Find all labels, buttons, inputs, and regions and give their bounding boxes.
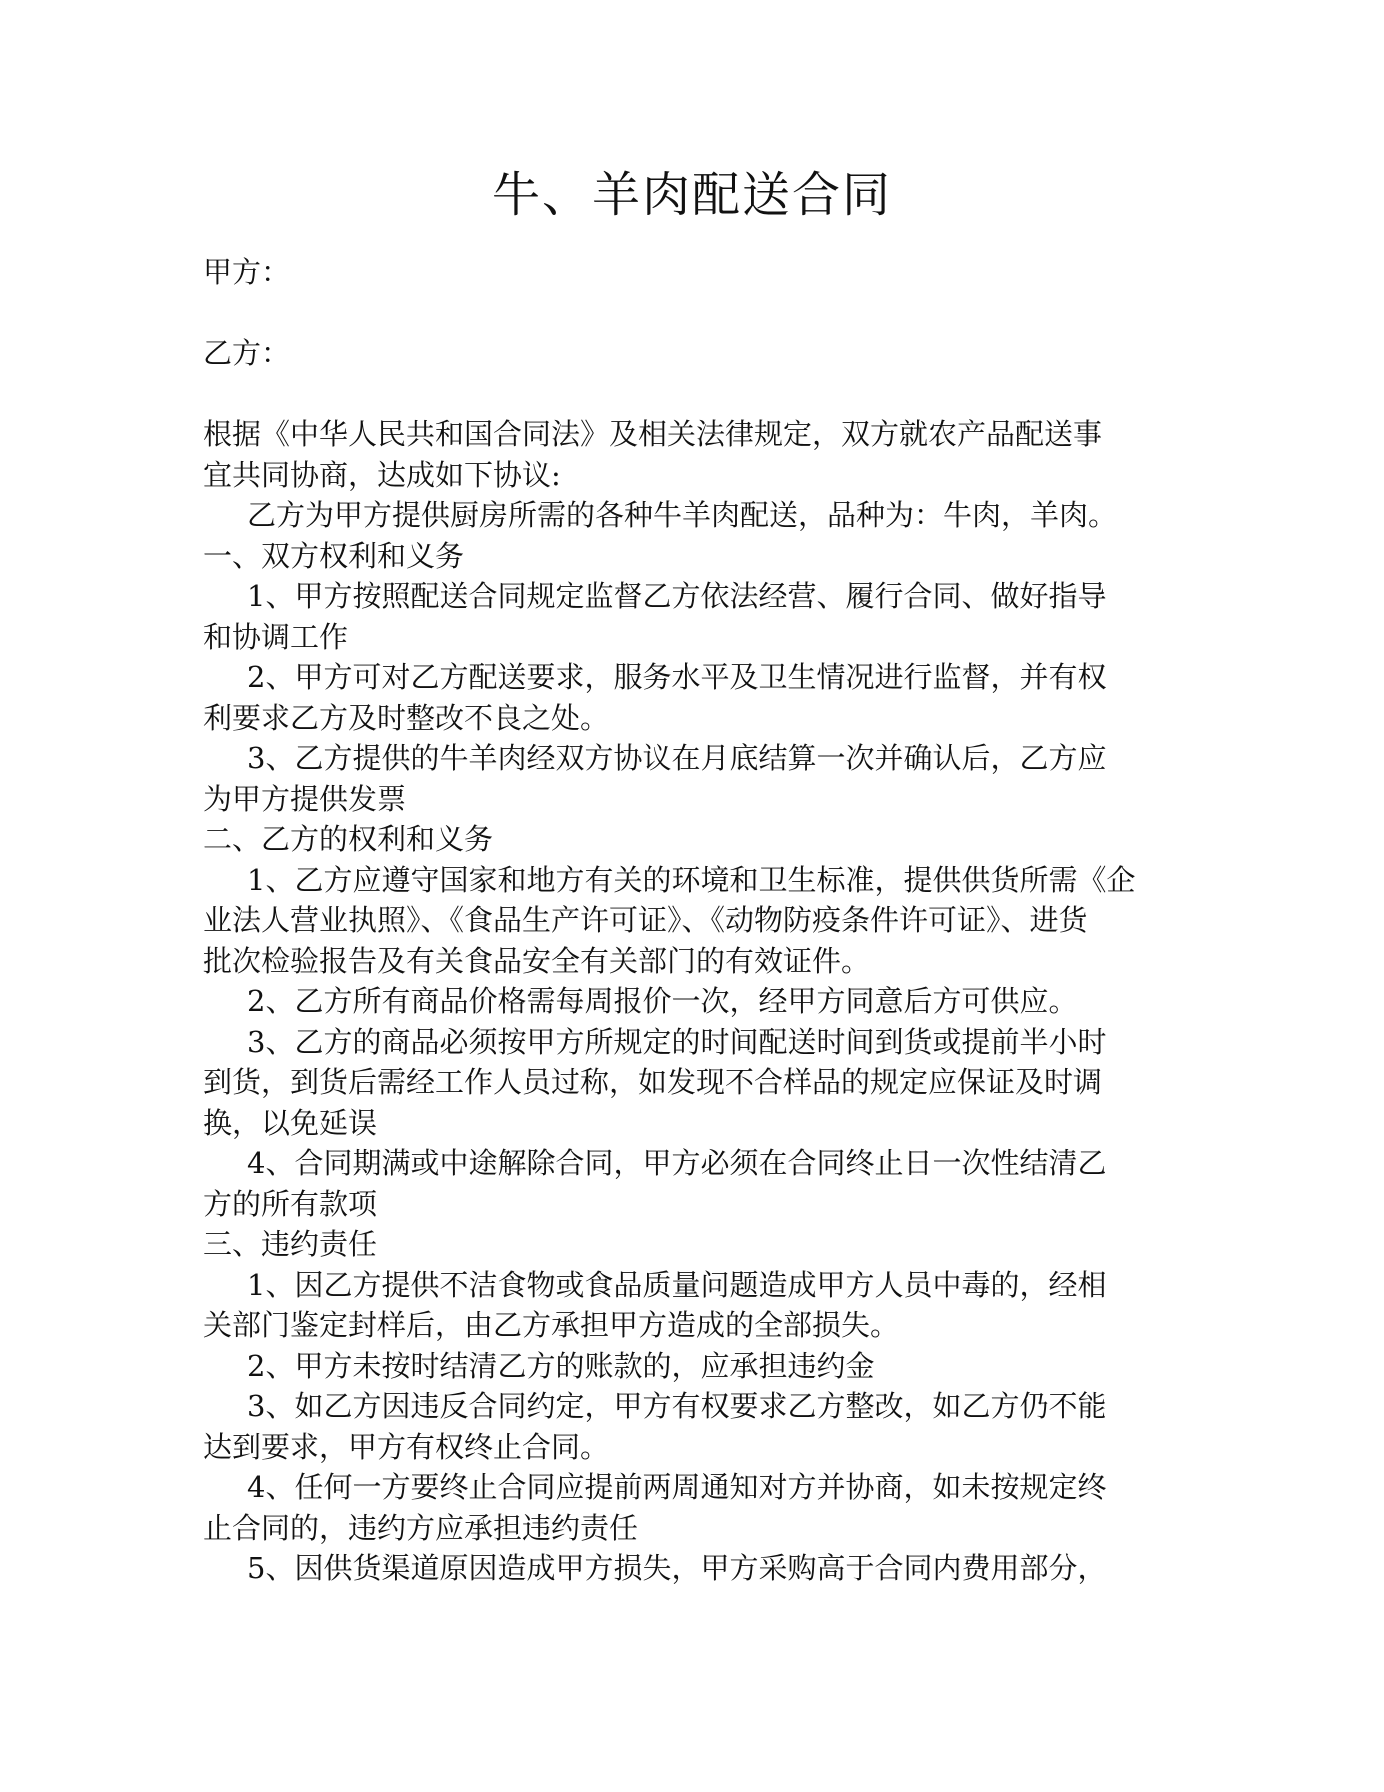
clause <box>203 860 1173 982</box>
text-line: 2、甲方未按时结清乙方的账款的，应承担违约金 <box>247 1348 875 1383</box>
text-line: 批次检验报告及有关食品安全有关部门的有效证件。 <box>203 943 871 978</box>
clause <box>203 738 1173 819</box>
section-heading: 三、违约责任 <box>203 1227 378 1261</box>
text-line: 2、乙方所有商品价格需每周报价一次，经甲方同意后方可供应。 <box>247 984 1078 1018</box>
text-line: 1、乙方应遵守国家和地方有关的环境和卫生标准，提供供货所需《企 <box>247 862 1136 897</box>
contract-body <box>203 252 1173 1589</box>
text-line: 1、甲方按照配送合同规定监督乙方依法经营、履行合同、做好指导 <box>247 579 1107 613</box>
text-line: 5、因供货渠道原因造成甲方损失，甲方采购高于合同内费用部分， <box>247 1551 1107 1585</box>
clause <box>203 1548 1173 1589</box>
text-line: 利要求乙方及时整改不良之处。 <box>203 700 610 735</box>
scope-paragraph: 乙方为甲方提供厨房所需的各种牛羊肉配送，品种为：牛肉，羊肉。 <box>247 498 1118 532</box>
text-line: 换，以免延误 <box>203 1105 378 1140</box>
clause <box>203 981 1173 1022</box>
clause <box>203 576 1173 657</box>
text-line: 根据《中华人民共和国合同法》及相关法律规定，双方就农产品配送事 <box>203 417 1103 451</box>
text-line: 3、乙方的商品必须按甲方所规定的时间配送时间到货或提前半小时 <box>247 1024 1107 1059</box>
clause <box>203 657 1173 738</box>
blank-line <box>203 374 1173 415</box>
text-line: 3、如乙方因违反合同约定，甲方有权要求乙方整改，如乙方仍不能 <box>247 1389 1107 1423</box>
text-line: 3、乙方提供的牛羊肉经双方协议在月底结算一次并确认后，乙方应 <box>247 741 1107 775</box>
clause <box>203 1022 1173 1144</box>
text-line: 到货，到货后需经工作人员过称，如发现不合样品的规定应保证及时调 <box>203 1065 1103 1099</box>
clause <box>203 1265 1173 1346</box>
party-b-label: 乙方： <box>203 336 291 370</box>
text-line: 4、任何一方要终止合同应提前两周通知对方并协商，如未按规定终 <box>247 1470 1107 1504</box>
text-line: 4、合同期满或中途解除合同，甲方必须在合同终止日一次性结清乙 <box>247 1146 1107 1180</box>
text-line: 为甲方提供发票 <box>203 781 407 816</box>
text-line: 和协调工作 <box>203 619 349 654</box>
clause <box>203 1386 1173 1467</box>
text-line: 宜共同协商，达成如下协议: <box>203 457 561 492</box>
blank-line <box>203 293 1173 334</box>
text-line: 业法人营业执照》、《食品生产许可证》、《动物防疫条件许可证》、进货 <box>203 903 1088 937</box>
intro-paragraph <box>203 414 1173 495</box>
clause <box>203 1467 1173 1548</box>
text-line: 止合同的，违约方应承担违约责任 <box>203 1510 639 1545</box>
text-line: 2、甲方可对乙方配送要求，服务水平及卫生情况进行监督，并有权 <box>247 660 1107 694</box>
section-heading: 一、双方权利和义务 <box>203 538 465 573</box>
text-line: 关部门鉴定封样后，由乙方承担甲方造成的全部损失。 <box>203 1308 900 1342</box>
section-heading: 二、乙方的权利和义务 <box>203 822 494 856</box>
text-line: 方的所有款项 <box>203 1186 378 1221</box>
document-title: 牛、羊肉配送合同 <box>491 167 892 223</box>
clause <box>203 1346 1173 1387</box>
text-line: 达到要求，甲方有权终止合同。 <box>203 1429 610 1464</box>
party-a-label: 甲方： <box>203 255 291 289</box>
text-line: 1、因乙方提供不洁食物或食品质量问题造成甲方人员中毒的，经相 <box>247 1267 1107 1302</box>
clause <box>203 1143 1173 1224</box>
